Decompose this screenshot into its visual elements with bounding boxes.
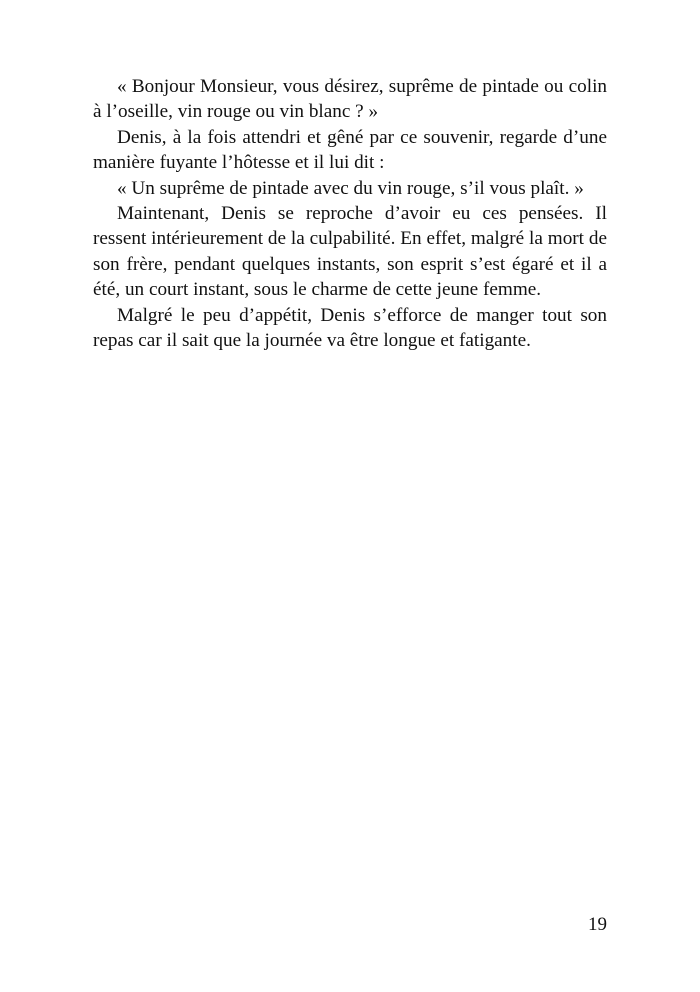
paragraph-1: « Bonjour Monsieur, vous désirez, suprême de pintade ou colin à l’oseille, vin rouge ou vin blanc ? » (93, 76, 607, 123)
paragraph-4: Maintenant, Denis se reproche d’avoir eu ces pensées. Il ressent intérieurement de la culpabilité. En effet, malgré la mort de son frère, pendant quelques instants, son esprit s’est égaré et il a été, un court instant, sous le charme de cette jeune femme. (93, 203, 607, 301)
body-text (93, 74, 607, 353)
paragraph-2: Denis, à la fois attendri et gêné par ce souvenir, regarde d’une manière fuyante l’hôtesse et il lui dit : (93, 126, 607, 174)
page-number: 19 (588, 914, 607, 935)
paragraph-3: « Un suprême de pintade avec du vin rouge, s’il vous plaît. » (117, 177, 584, 199)
paragraph-5: Malgré le peu d’appétit, Denis s’efforce de manger tout son repas car il sait que la journée va être longue et fatigante. (93, 304, 607, 352)
